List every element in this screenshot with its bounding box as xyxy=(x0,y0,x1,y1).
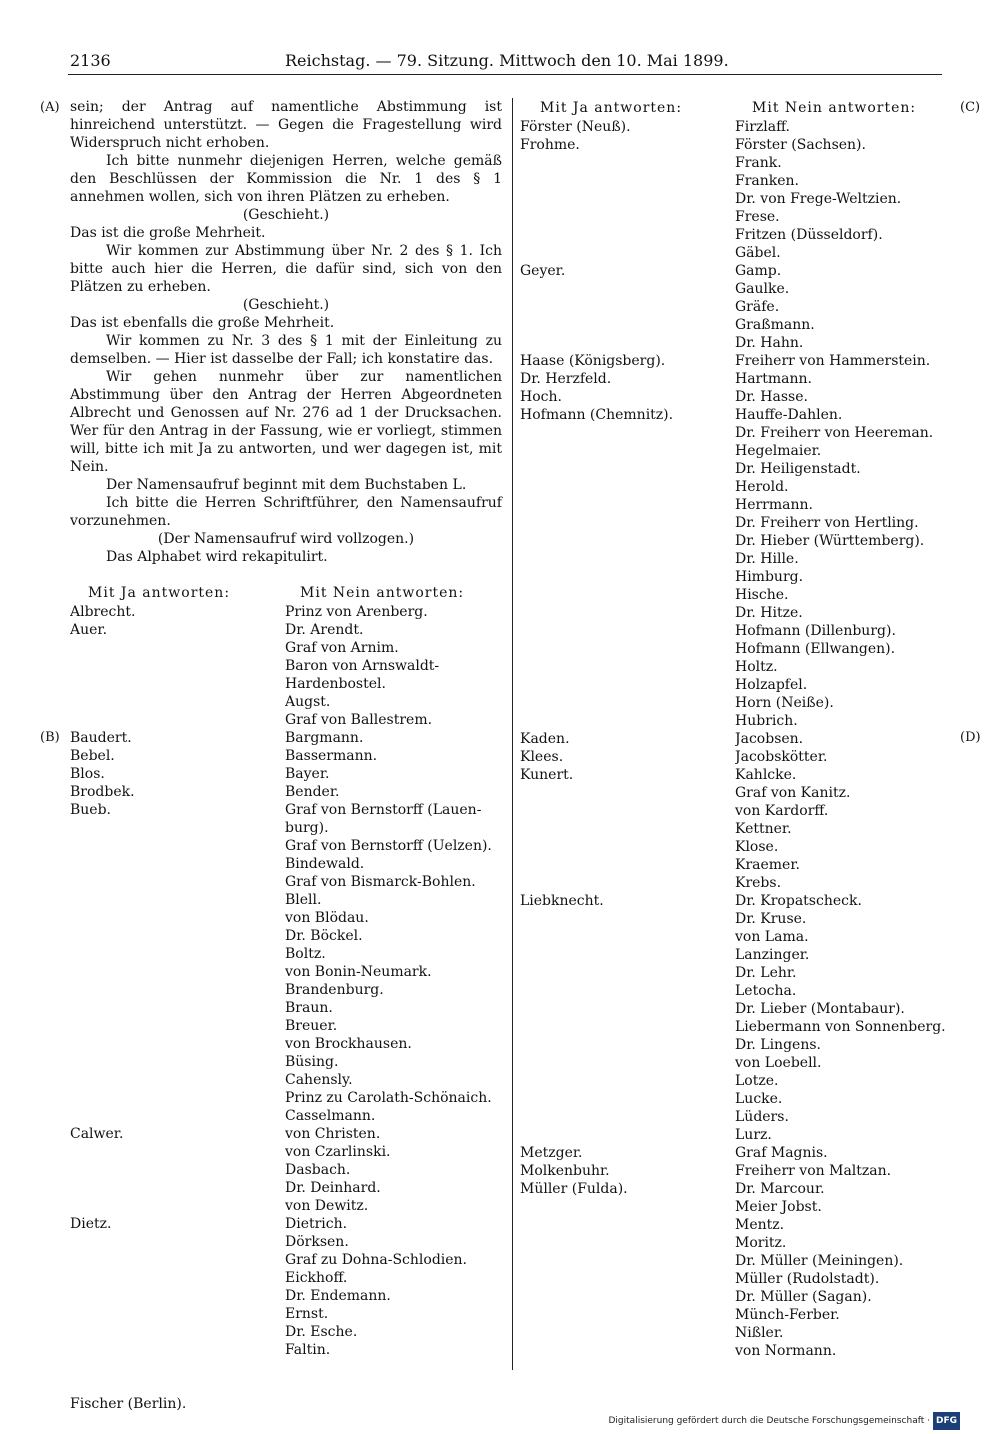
list-item: Lanzinger. xyxy=(735,947,810,963)
list-item xyxy=(520,1126,750,1144)
list-item: Bassermann. xyxy=(285,748,378,764)
list-item: Hegelmaier. xyxy=(735,443,822,459)
list-item: Dr. Hitze. xyxy=(735,605,803,621)
list-item xyxy=(520,874,750,892)
paragraph: (Geschieht.) xyxy=(242,297,330,313)
list-item: Müller (Rudolstadt). xyxy=(735,1271,880,1287)
list-item: von Lama. xyxy=(735,929,809,945)
list-item: Bindewald. xyxy=(285,856,365,872)
list-item: Breuer. xyxy=(285,1018,338,1034)
list-item: von Blödau. xyxy=(285,910,369,926)
list-item: Bayer. xyxy=(285,766,330,782)
list-item: Dr. Endemann. xyxy=(285,1288,391,1304)
list-item: Dr. Freiherr von Heereman. xyxy=(735,425,934,441)
list-item: Dr. Lieber (Montabaur). xyxy=(735,1001,905,1017)
list-item: Krebs. xyxy=(735,875,782,891)
list-item xyxy=(70,1107,300,1125)
running-head: Reichstag. — 79. Sitzung. Mittwoch den 10. Mai 1899. xyxy=(285,51,729,70)
list-item: Frank. xyxy=(735,155,782,171)
list-item: Cahensly. xyxy=(285,1072,353,1088)
list-item: Braun. xyxy=(285,1000,333,1016)
list-item: Herrmann. xyxy=(735,497,813,513)
right-nein-heading: Mit Nein antworten: xyxy=(752,100,917,116)
list-item xyxy=(520,964,750,982)
list-item xyxy=(520,784,750,802)
list-item xyxy=(70,1143,300,1161)
list-item: Dörksen. xyxy=(285,1234,349,1250)
paragraph: (Der Namensaufruf wird vollzogen.) xyxy=(157,531,415,547)
list-item: Frese. xyxy=(735,209,780,225)
list-item xyxy=(70,909,300,927)
list-item: Graf von Arnim. xyxy=(285,640,399,656)
list-item: von Normann. xyxy=(735,1343,837,1359)
list-item: von Kardorff. xyxy=(735,803,829,819)
list-item: Liebknecht. xyxy=(520,893,604,909)
list-item: Hauffe-Dahlen. xyxy=(735,407,843,423)
list-item xyxy=(70,1233,300,1251)
list-item: Dr. Hieber (Württemberg). xyxy=(735,533,925,549)
list-item: Kettner. xyxy=(735,821,792,837)
list-item: Dr. Heiligenstadt. xyxy=(735,461,861,477)
list-item: Gäbel. xyxy=(735,245,781,261)
list-item xyxy=(520,154,750,172)
list-item: Bender. xyxy=(285,784,340,800)
margin-mark-c: (C) xyxy=(960,100,981,115)
list-item: Moritz. xyxy=(735,1235,787,1251)
list-item: Dr. Lehr. xyxy=(735,965,797,981)
list-item: Graf von Bernstorff (Lauen- xyxy=(285,802,482,818)
right-nein-list xyxy=(735,118,965,1360)
list-item: Dr. Freiherr von Hertling. xyxy=(735,515,919,531)
list-item: Dr. Lingens. xyxy=(735,1037,821,1053)
margin-mark-d: (D) xyxy=(960,730,981,745)
list-item xyxy=(70,873,300,891)
left-nein-heading: Mit Nein antworten: xyxy=(300,585,465,601)
list-item: Klees. xyxy=(520,749,564,765)
left-ja-list xyxy=(70,603,300,1413)
paragraph: Das ist die große Mehrheit. xyxy=(70,225,266,241)
footer-credit xyxy=(609,1412,961,1430)
list-item: Freiherr von Maltzan. xyxy=(735,1163,892,1179)
list-item xyxy=(520,190,750,208)
list-item: Gaulke. xyxy=(735,281,790,297)
list-item: Dr. Böckel. xyxy=(285,928,363,944)
list-item: Dr. Kruse. xyxy=(735,911,807,927)
list-item: Bebel. xyxy=(70,748,115,764)
list-item: Lurz. xyxy=(735,1127,772,1143)
list-item: Hoch. xyxy=(520,389,562,405)
list-item xyxy=(520,334,750,352)
list-item: Haase (Königsberg). xyxy=(520,353,666,369)
list-item xyxy=(70,1323,300,1341)
list-item: Dr. Arendt. xyxy=(285,622,364,638)
list-item xyxy=(70,711,300,729)
list-item xyxy=(520,244,750,262)
list-item xyxy=(520,658,750,676)
list-item: Ernst. xyxy=(285,1306,329,1322)
list-item: Dietz. xyxy=(70,1216,112,1232)
list-item: Fritzen (Düsseldorf). xyxy=(735,227,883,243)
list-item: von Christen. xyxy=(285,1126,381,1142)
list-item xyxy=(70,981,300,999)
list-item xyxy=(520,712,750,730)
list-item xyxy=(520,1072,750,1090)
list-item: Graf von Bismarck-Bohlen. xyxy=(285,874,476,890)
list-item xyxy=(520,1108,750,1126)
list-item: Firzlaff. xyxy=(735,119,790,135)
list-item: Dr. Hasse. xyxy=(735,389,808,405)
list-item xyxy=(70,1251,300,1269)
list-item: Albrecht. xyxy=(70,604,136,620)
list-item xyxy=(520,820,750,838)
list-item: Himburg. xyxy=(735,569,804,585)
list-item: Metzger. xyxy=(520,1145,583,1161)
list-item xyxy=(70,1089,300,1107)
list-item: Hische. xyxy=(735,587,789,603)
list-item xyxy=(520,694,750,712)
list-item: Dr. von Frege-Weltzien. xyxy=(735,191,902,207)
list-item: Hardenbostel. xyxy=(285,676,386,692)
proceedings-text xyxy=(70,98,502,566)
list-item xyxy=(70,819,300,837)
list-item: Graßmann. xyxy=(735,317,815,333)
list-item: Kraemer. xyxy=(735,857,800,873)
list-item: Förster (Neuß). xyxy=(520,119,631,135)
list-item xyxy=(70,855,300,873)
list-item: Frohme. xyxy=(520,137,580,153)
list-item: Brodbek. xyxy=(70,784,135,800)
list-item xyxy=(520,568,750,586)
list-item: Molkenbuhr. xyxy=(520,1163,610,1179)
list-item: Prinz von Arenberg. xyxy=(285,604,428,620)
list-item: von Loebell. xyxy=(735,1055,822,1071)
list-item: Geyer. xyxy=(520,263,566,279)
list-item: Dasbach. xyxy=(285,1162,351,1178)
list-item: Lüders. xyxy=(735,1109,789,1125)
list-item: Herold. xyxy=(735,479,789,495)
list-item: Kaden. xyxy=(520,731,570,747)
list-item: Eickhoff. xyxy=(285,1270,348,1286)
list-item: Hartmann. xyxy=(735,371,812,387)
list-item xyxy=(70,1053,300,1071)
list-item xyxy=(70,1179,300,1197)
list-item xyxy=(70,1341,300,1359)
list-item: Klose. xyxy=(735,839,779,855)
list-item xyxy=(520,208,750,226)
list-item: Casselmann. xyxy=(285,1108,376,1124)
list-item: Franken. xyxy=(735,173,800,189)
list-item: Förster (Sachsen). xyxy=(735,137,866,153)
list-item: Müller (Fulda). xyxy=(520,1181,628,1197)
list-item xyxy=(70,837,300,855)
list-item xyxy=(520,622,750,640)
list-item xyxy=(70,639,300,657)
list-item xyxy=(520,550,750,568)
list-item: Freiherr von Hammerstein. xyxy=(735,353,931,369)
list-item xyxy=(520,442,750,460)
dfg-logo: DFG xyxy=(933,1412,960,1430)
list-item xyxy=(520,676,750,694)
list-item: Dr. Müller (Sagan). xyxy=(735,1289,872,1305)
paragraph: Das ist ebenfalls die große Mehrheit. xyxy=(70,315,335,331)
list-item xyxy=(520,514,750,532)
list-item xyxy=(520,532,750,550)
list-item: Meier Jobst. xyxy=(735,1199,822,1215)
list-item: Kunert. xyxy=(520,767,574,783)
list-item: Baudert. xyxy=(70,730,132,746)
list-item: Gräfe. xyxy=(735,299,780,315)
list-item xyxy=(70,1161,300,1179)
paragraph: sein; der Antrag auf namentliche Abstimmung ist hinreichend unterstützt. — Gegen die Fragestellung wird Widerspruch nicht erhoben. xyxy=(70,99,502,151)
list-item: Dietrich. xyxy=(285,1216,348,1232)
list-item xyxy=(70,963,300,981)
list-item: Münch-Ferber. xyxy=(735,1307,840,1323)
list-item xyxy=(520,838,750,856)
list-item: Calwer. xyxy=(70,1126,124,1142)
list-item xyxy=(520,586,750,604)
list-item xyxy=(70,693,300,711)
list-item: von Dewitz. xyxy=(285,1198,369,1214)
page-number: 2136 xyxy=(70,51,111,70)
list-item: Hubrich. xyxy=(735,713,798,729)
list-item xyxy=(520,226,750,244)
list-item xyxy=(70,1287,300,1305)
list-item xyxy=(520,1018,750,1036)
list-item: Dr. Herzfeld. xyxy=(520,371,612,387)
list-item: Dr. Hille. xyxy=(735,551,799,567)
list-item xyxy=(520,1090,750,1108)
list-item: Horn (Neiße). xyxy=(735,695,834,711)
list-item: Nißler. xyxy=(735,1325,784,1341)
list-item: Lotze. xyxy=(735,1073,779,1089)
list-item xyxy=(70,1017,300,1035)
paragraph: (Geschieht.) xyxy=(242,207,330,223)
list-item: Graf Magnis. xyxy=(735,1145,828,1161)
list-item xyxy=(70,1377,300,1395)
list-item: Blell. xyxy=(285,892,322,908)
list-item xyxy=(520,496,750,514)
list-item xyxy=(520,298,750,316)
left-ja-heading: Mit Ja antworten: xyxy=(88,585,231,601)
list-item xyxy=(520,424,750,442)
list-item: Büsing. xyxy=(285,1054,339,1070)
list-item: Dr. Müller (Meiningen). xyxy=(735,1253,904,1269)
list-item: Brandenburg. xyxy=(285,982,384,998)
list-item xyxy=(70,999,300,1017)
list-item: Bueb. xyxy=(70,802,112,818)
list-item: Hofmann (Chemnitz). xyxy=(520,407,674,423)
list-item: Lucke. xyxy=(735,1091,783,1107)
list-item: Prinz zu Carolath-Schönaich. xyxy=(285,1090,492,1106)
list-item xyxy=(70,1035,300,1053)
list-item: Fischer (Berlin). xyxy=(70,1396,187,1412)
paragraph: Der Namensaufruf beginnt mit dem Buchstaben L. xyxy=(106,477,467,493)
list-item xyxy=(520,856,750,874)
list-item xyxy=(520,1036,750,1054)
list-item: Letocha. xyxy=(735,983,797,999)
list-item xyxy=(520,802,750,820)
list-item xyxy=(70,1071,300,1089)
footer-credit-text: Digitalisierung gefördert durch die Deutsche Forschungsgemeinschaft · xyxy=(608,1416,930,1426)
list-item: Gamp. xyxy=(735,263,782,279)
margin-mark-a: (A) xyxy=(40,100,60,115)
list-item xyxy=(70,1305,300,1323)
list-item: Blos. xyxy=(70,766,105,782)
paragraph: Wir kommen zur Abstimmung über Nr. 2 des § 1. Ich bitte auch hier die Herren, die dafür sind, sich von den Plätzen zu erheben. xyxy=(70,243,502,295)
list-item: Holzapfel. xyxy=(735,677,808,693)
list-item xyxy=(520,604,750,622)
list-item: Graf von Kanitz. xyxy=(735,785,851,801)
list-item: von Bonin-Neumark. xyxy=(285,964,432,980)
list-item xyxy=(70,657,300,675)
list-item xyxy=(70,1197,300,1215)
list-item xyxy=(520,910,750,928)
list-item xyxy=(520,1000,750,1018)
list-item: von Brockhausen. xyxy=(285,1036,412,1052)
list-item xyxy=(70,945,300,963)
list-item xyxy=(520,460,750,478)
list-item: Hofmann (Dillenburg). xyxy=(735,623,896,639)
right-ja-heading: Mit Ja antworten: xyxy=(540,100,683,116)
list-item: burg). xyxy=(285,820,329,836)
paragraph: Ich bitte nunmehr diejenigen Herren, welche gemäß den Beschlüssen der Kommission die Nr. 1 des § 1 annehmen wollen, sich von ihren Plätzen zu erheben. xyxy=(70,153,502,205)
list-item: Holtz. xyxy=(735,659,778,675)
list-item xyxy=(520,280,750,298)
paragraph: Wir gehen nunmehr über zur namentlichen Abstimmung über den Antrag der Herren Abgeordneten Albrecht und Genossen auf Nr. 276 ad 1 der Drucksachen. Wer für den Antrag in der Fassung, wie er vorliegt, stimmen will, bitte ich mit Ja zu antworten, und wer dagegen ist, mit Nein. xyxy=(70,369,502,475)
list-item xyxy=(70,1269,300,1287)
list-item: Dr. Hahn. xyxy=(735,335,804,351)
list-item: Graf zu Dohna-Schlodien. xyxy=(285,1252,468,1268)
list-item: Hofmann (Ellwangen). xyxy=(735,641,896,657)
list-item: Dr. Esche. xyxy=(285,1324,358,1340)
list-item xyxy=(520,478,750,496)
list-item xyxy=(520,982,750,1000)
list-item: von Czarlinski. xyxy=(285,1144,391,1160)
list-item: Kahlcke. xyxy=(735,767,797,783)
left-nein-list xyxy=(285,603,515,1359)
paragraph: Das Alphabet wird rekapitulirt. xyxy=(106,549,328,565)
list-item: Graf von Ballestrem. xyxy=(285,712,433,728)
list-item: Jacobskötter. xyxy=(735,749,828,765)
list-item: Mentz. xyxy=(735,1217,785,1233)
paragraph: Ich bitte die Herren Schriftführer, den Namensaufruf vorzunehmen. xyxy=(70,495,502,529)
list-item xyxy=(70,1359,300,1377)
list-item: Baron von Arnswaldt- xyxy=(285,658,440,674)
paragraph: Wir kommen zu Nr. 3 des § 1 mit der Einleitung zu demselben. — Hier ist dasselbe der Fall; ich konstatire das. xyxy=(70,333,502,367)
list-item: Augst. xyxy=(285,694,331,710)
list-item: Bargmann. xyxy=(285,730,364,746)
list-item: Jacobsen. xyxy=(735,731,804,747)
list-item: Auer. xyxy=(70,622,108,638)
list-item xyxy=(70,891,300,909)
header-rule xyxy=(68,74,942,75)
list-item xyxy=(520,640,750,658)
list-item xyxy=(520,172,750,190)
list-item: Boltz. xyxy=(285,946,326,962)
list-item xyxy=(520,1054,750,1072)
list-item: Dr. Kropatscheck. xyxy=(735,893,862,909)
list-item xyxy=(520,946,750,964)
list-item xyxy=(520,928,750,946)
list-item: Dr. Marcour. xyxy=(735,1181,825,1197)
list-item xyxy=(520,316,750,334)
list-item: Graf von Bernstorff (Uelzen). xyxy=(285,838,492,854)
margin-mark-b: (B) xyxy=(40,730,60,745)
list-item: Faltin. xyxy=(285,1342,331,1358)
list-item: Dr. Deinhard. xyxy=(285,1180,381,1196)
list-item xyxy=(70,927,300,945)
right-ja-list xyxy=(520,118,750,1198)
list-item xyxy=(70,675,300,693)
list-item: Liebermann von Sonnenberg. xyxy=(735,1019,946,1035)
